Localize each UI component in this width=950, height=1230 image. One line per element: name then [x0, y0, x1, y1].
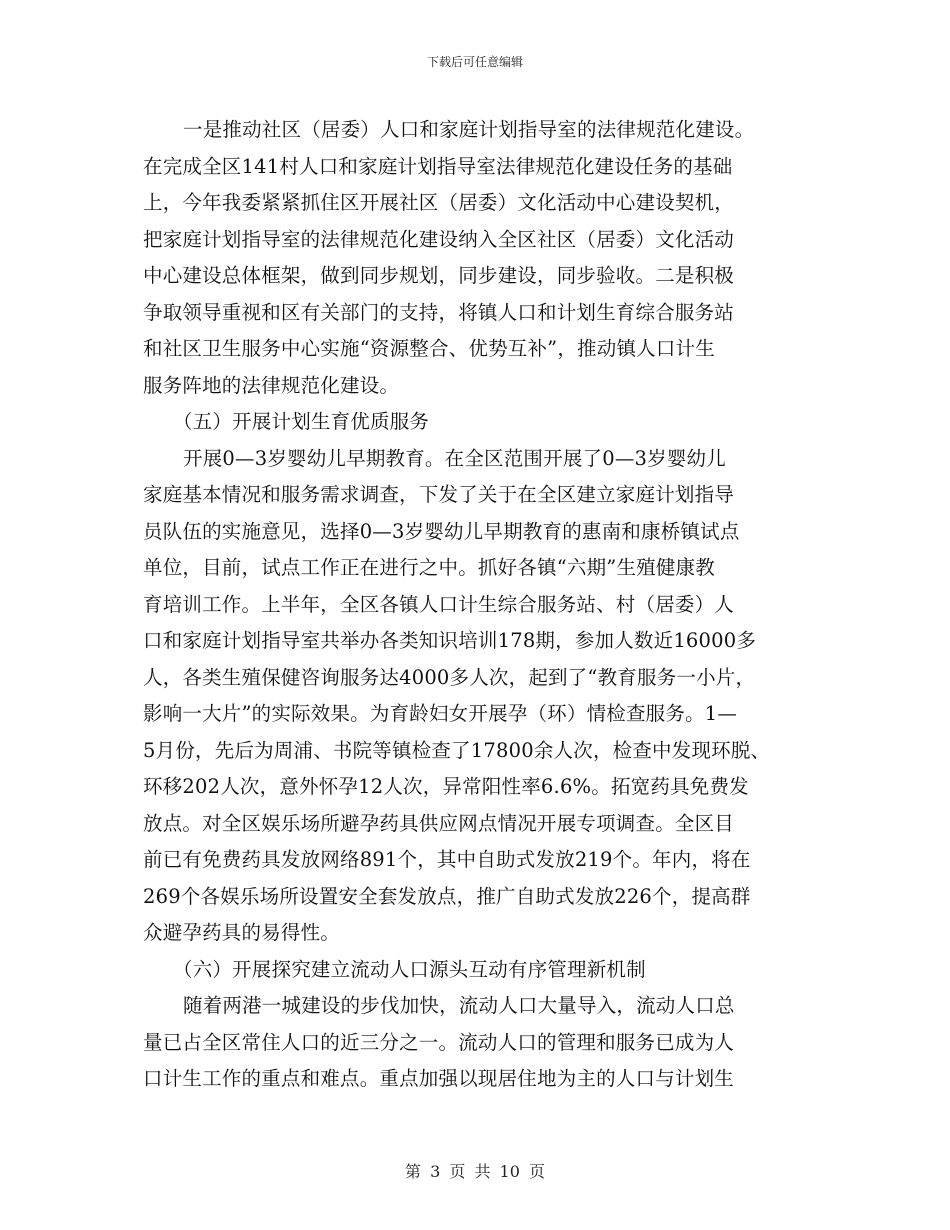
document-body: [143, 112, 833, 1098]
text-line: 口和家庭计划指导室共举办各类知识培训178期，参加人数近16000多: [143, 629, 757, 652]
text-line: 269个各娱乐场所设置安全套发放点，推广自助式发放226个，提高群: [143, 884, 751, 908]
text-line: 前已有免费药具发放网络891个，其中自助式发放219个。年内，将在: [143, 848, 751, 871]
text-line: 中心建设总体框架，做到同步规划，同步建设，同步验收。二是积极: [143, 264, 735, 287]
text-line: 上，今年我委紧紧抓住区开展社区（居委）文化活动中心建设契机，: [143, 191, 735, 214]
text-line: 育培训工作。上半年，全区各镇人口计生综合服务站、村（居委）人: [143, 592, 735, 616]
text-line: 家庭基本情况和服务需求调查，下发了关于在全区建立家庭计划指导: [143, 483, 735, 506]
text-line: 服务阵地的法律规范化建设。: [143, 373, 400, 397]
text-line: 开展0—3岁婴幼儿早期教育。在全区范围开展了0—3岁婴幼儿: [183, 446, 726, 470]
page-header: 下载后可任意编辑: [426, 55, 523, 69]
section-heading: （五）开展计划生育优质服务: [173, 410, 430, 433]
text-line: 口计生工作的重点和难点。重点加强以现居住地为主的人口与计划生: [143, 1067, 735, 1090]
text-line: 把家庭计划指导室的法律规范化建设纳入全区社区（居委）文化活动: [143, 227, 735, 251]
text-line: 影响一大片”的实际效果。为育龄妇女开展孕（环）情检查服务。1—: [143, 702, 738, 725]
text-line: 单位，目前，试点工作正在进行之中。抓好各镇“六期”生殖健康教: [143, 556, 715, 579]
text-line: 量已占全区常住人口的近三分之一。流动人口的管理和服务已成为人: [143, 1030, 735, 1054]
text-line: 员队伍的实施意见，选择0—3岁婴幼儿早期教育的惠南和康桥镇试点: [143, 519, 740, 543]
text-line: 众避孕药具的易得性。: [143, 921, 341, 944]
text-line: 放点。对全区娱乐场所避孕药具供应网点情况开展专项调查。全区目: [143, 811, 735, 835]
text-line: 和社区卫生服务中心实施“资源整合、优势互补”，推动镇人口计生: [143, 337, 715, 360]
text-line: 人，各类生殖保健咨询服务达4000多人次，起到了“教育服务一小片，: [143, 665, 756, 689]
text-line: 5月份，先后为周浦、书院等镇检查了17800余人次，检查中发现环脱、: [143, 738, 771, 762]
section-heading: （六）开展探究建立流动人口源头互动有序管理新机制: [173, 957, 646, 981]
text-line: 一是推动社区（居委）人口和家庭计划指导室的法律规范化建设。: [183, 118, 755, 141]
text-line: 环移202人次，意外怀孕12人次，异常阳性率6.6%。拓宽药具免费发: [143, 775, 749, 798]
text-line: 争取领导重视和区有关部门的支持，将镇人口和计划生育综合服务站: [143, 300, 735, 324]
text-line: 在完成全区141村人口和家庭计划指导室法律规范化建设任务的基础: [143, 154, 733, 178]
page-footer: 第 3 页 共 10 页: [405, 1162, 545, 1181]
text-line: 随着两港一城建设的步伐加快，流动人口大量导入，流动人口总: [183, 994, 735, 1017]
